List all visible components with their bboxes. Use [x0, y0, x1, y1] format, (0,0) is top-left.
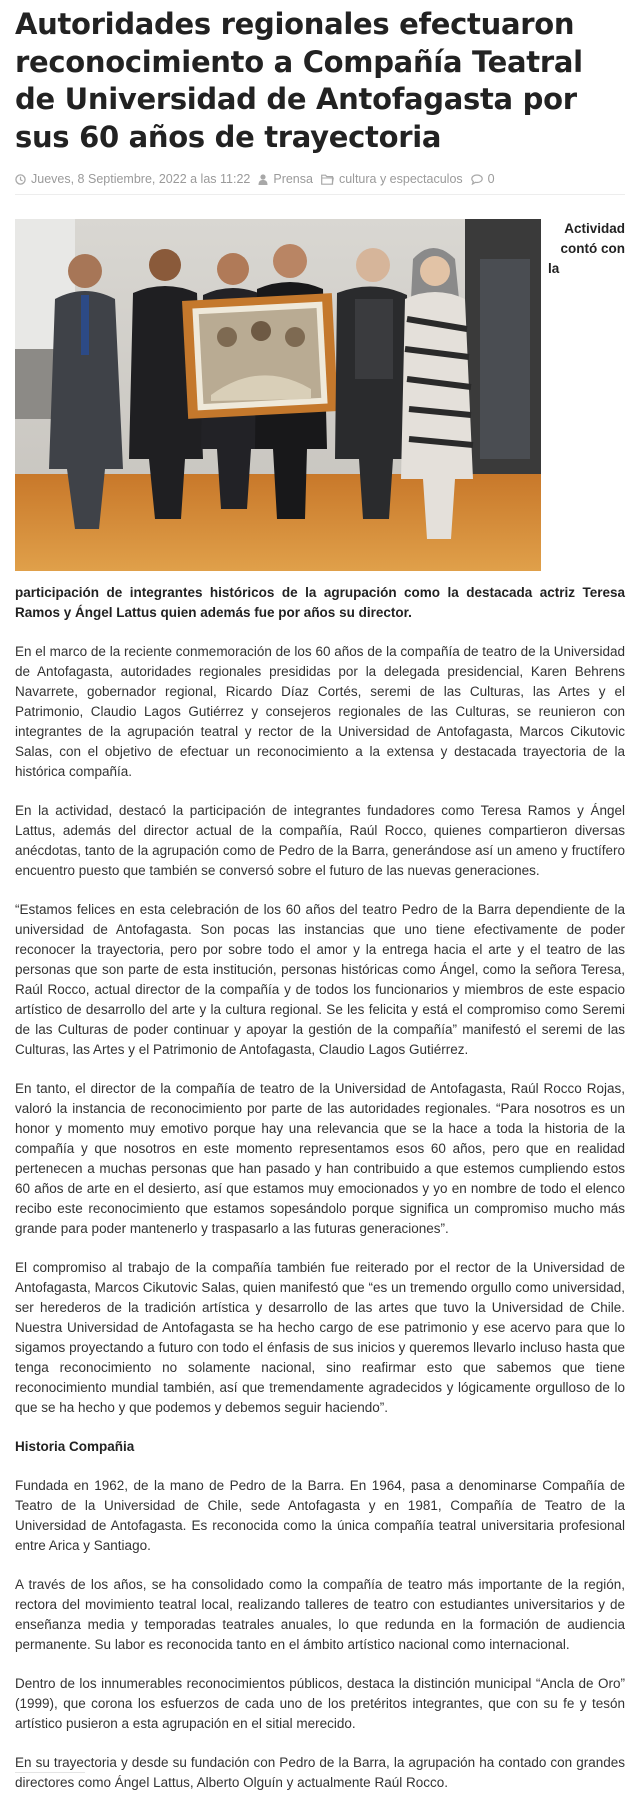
- meta-date: [15, 172, 250, 186]
- group-photo-image: [15, 219, 541, 571]
- history-paragraph: Dentro de los innumerables reconocimientos públicos, destaca la distinción municipal “Ancla de Oro” (1999), que corona los esfuerzos de cada uno de los pretéritos integrantes, que con su fe y tesón artístico pusieron a esta agrupación en el sitial merecido.: [15, 1676, 625, 1731]
- article-paragraph: El compromiso al trabajo de la compañía también fue reiterado por el rector de la Universidad de Antofagasta, Marcos Cikutovic Salas, quien manifestó que “es un tremendo orgullo como universidad, ser herederos de la tradición artística y desarrollo de las artes que tuvo la Universidad de Chile. Nuestra Universidad de Antofagasta se ha hecho cargo de ese patrimonio y ese acervo para que lo sigamos proyectando a futuro con todo el énfasis de sus inicios y queremos llevarlo incluso hasta que tenga reconocimiento no solamente nacional, sino reafirmar esto que sabemos que tiene reconocimiento mundial también, así que tremendamente agradecidos y lógicamente orgulloso de lo que se ha hecho y que podemos y debemos seguir haciendo”.: [15, 1260, 625, 1415]
- lead-side-line: contó con: [560, 241, 625, 256]
- meta-author[interactable]: [258, 172, 313, 186]
- folder-icon: [321, 174, 334, 185]
- article-photo: [15, 219, 541, 571]
- history-paragraph: A través de los años, se ha consolidado como la compañía de teatro más importante de la región, rectora del movimiento teatral local, realizando talleres de teatro con estudiantes universitarios y de enseñanza media y temporadas teatrales anuales, lo que redunda en la formación de audiencia permanente. Su labor es reconocida tanto en el ámbito artístico nacional como internacional.: [15, 1577, 625, 1652]
- lead-side-line: la: [548, 261, 560, 276]
- user-icon: [258, 174, 268, 185]
- meta-date-text: Jueves, 8 Septiembre, 2022 a las 11:22: [31, 172, 251, 186]
- article-title: Autoridades regionales efectuaron reconocimiento a Compañía Teatral de Universidad de Antofagasta por sus 60 años de trayectoria: [15, 7, 583, 154]
- meta-author-link[interactable]: Prensa: [273, 172, 313, 186]
- history-heading: Historia Compañia: [15, 1439, 135, 1454]
- divider: [15, 1772, 85, 1773]
- article-paragraph: “Estamos felices en esta celebración de los 60 años del teatro Pedro de la Barra dependiente de la universidad de Antofagasta. Son pocas las instancias que uno tiene efectivamente de poder reconocer la trayectoria, pero por sobre todo el amor y la entrega hacia el arte y el teatro de las personas que son parte de esta institución, personas históricas como Ángel, como la señora Teresa, Raúl Rocco, actual director de la compañía y de todos los funcionarios y miembros de este espacio artístico de desarrollo del arte y la cultura regional. Se les felicita y está el compromiso como Seremi de las Culturas de poder continuar y apoyar la gestión de la compañía” manifestó el seremi de las Culturas, las Artes y el Patrimonio de Antofagasta, Claudio Lagos Gutiérrez.: [15, 902, 625, 1057]
- meta-comments[interactable]: [471, 172, 495, 186]
- history-paragraph: Fundada en 1962, de la mano de Pedro de la Barra. En 1964, pasa a denominarse Compañía de Teatro de la Universidad de Chile, sede Antofagasta y en 1981, Compañía de Teatro de la Universidad de Antofagasta. Es reconocida como la única compañía teatral universitaria profesional entre Arica y Santiago.: [15, 1478, 625, 1553]
- article-paragraph: En tanto, el director de la compañía de teatro de la Universidad de Antofagasta, Raúl Rocco Rojas, valoró la instancia de reconocimiento por parte de las autoridades regionales. “Para nosotros es un honor y momento muy emotivo porque hay una relevancia que se la hace a toda la historia de la compañía y que nosotros en este momento representamos esos 60 años, pero que en realidad pertenecen a muchas personas que han pasado y han contribuido a que estemos cumpliendo estos 60 años de arte en el desierto, así que estamos muy emocionados y yo en nombre de todo el elenco recibo este reconocimiento que estamos sopesándolo porque significa un compromiso mucho más grande para poder mantenerlo y traspasarlo a las futuras generaciones”.: [15, 1081, 625, 1236]
- meta-comments-count[interactable]: 0: [487, 172, 495, 186]
- article-meta: [15, 172, 625, 195]
- clock-icon: [15, 174, 26, 185]
- lead-side-line: Actividad: [564, 221, 625, 236]
- article-paragraph: En la actividad, destacó la participación de integrantes fundadores como Teresa Ramos y Ángel Lattus, además del director actual de la compañía, Raúl Rocco, quienes compartieron diversas anécdotas, tanto de la agrupación como de Pedro de la Barra, generándose así un ameno y fructífero encuentro puesto que también se conversó sobre el futuro de las nuevas generaciones.: [15, 803, 625, 878]
- article-lead: participación de integrantes históricos de la agrupación como la destacada actriz Teresa Ramos y Ángel Lattus quien además fue por años su director.: [15, 585, 625, 620]
- meta-category[interactable]: [321, 172, 463, 186]
- comment-icon: [471, 174, 483, 185]
- history-paragraph: En su trayectoria y desde su fundación con Pedro de la Barra, la agrupación ha contado con grandes directores como Ángel Lattus, Alberto Olguín y actualmente Raúl Rocco.: [15, 1755, 625, 1790]
- lead-side-text: [548, 219, 625, 279]
- meta-category-link[interactable]: cultura y espectaculos: [338, 172, 463, 186]
- article: [15, 0, 625, 1793]
- hero-block: [15, 219, 625, 573]
- article-paragraph: En el marco de la reciente conmemoración de los 60 años de la compañía de teatro de la Universidad de Antofagasta, autoridades regionales presididas por la delegada presidencial, Karen Behrens Navarrete, gobernador regional, Ricardo Díaz Cortés, seremi de las Culturas, las Artes y el Patrimonio, Claudio Lagos Gutiérrez y consejeros regionales de las Culturas, se reunieron con integrantes de la agrupación teatral y rector de la Universidad de Antofagasta, Marcos Cikutovic Salas, con el objetivo de efectuar un reconocimiento a la extensa y destacada trayectoria de la histórica compañía.: [15, 644, 625, 779]
